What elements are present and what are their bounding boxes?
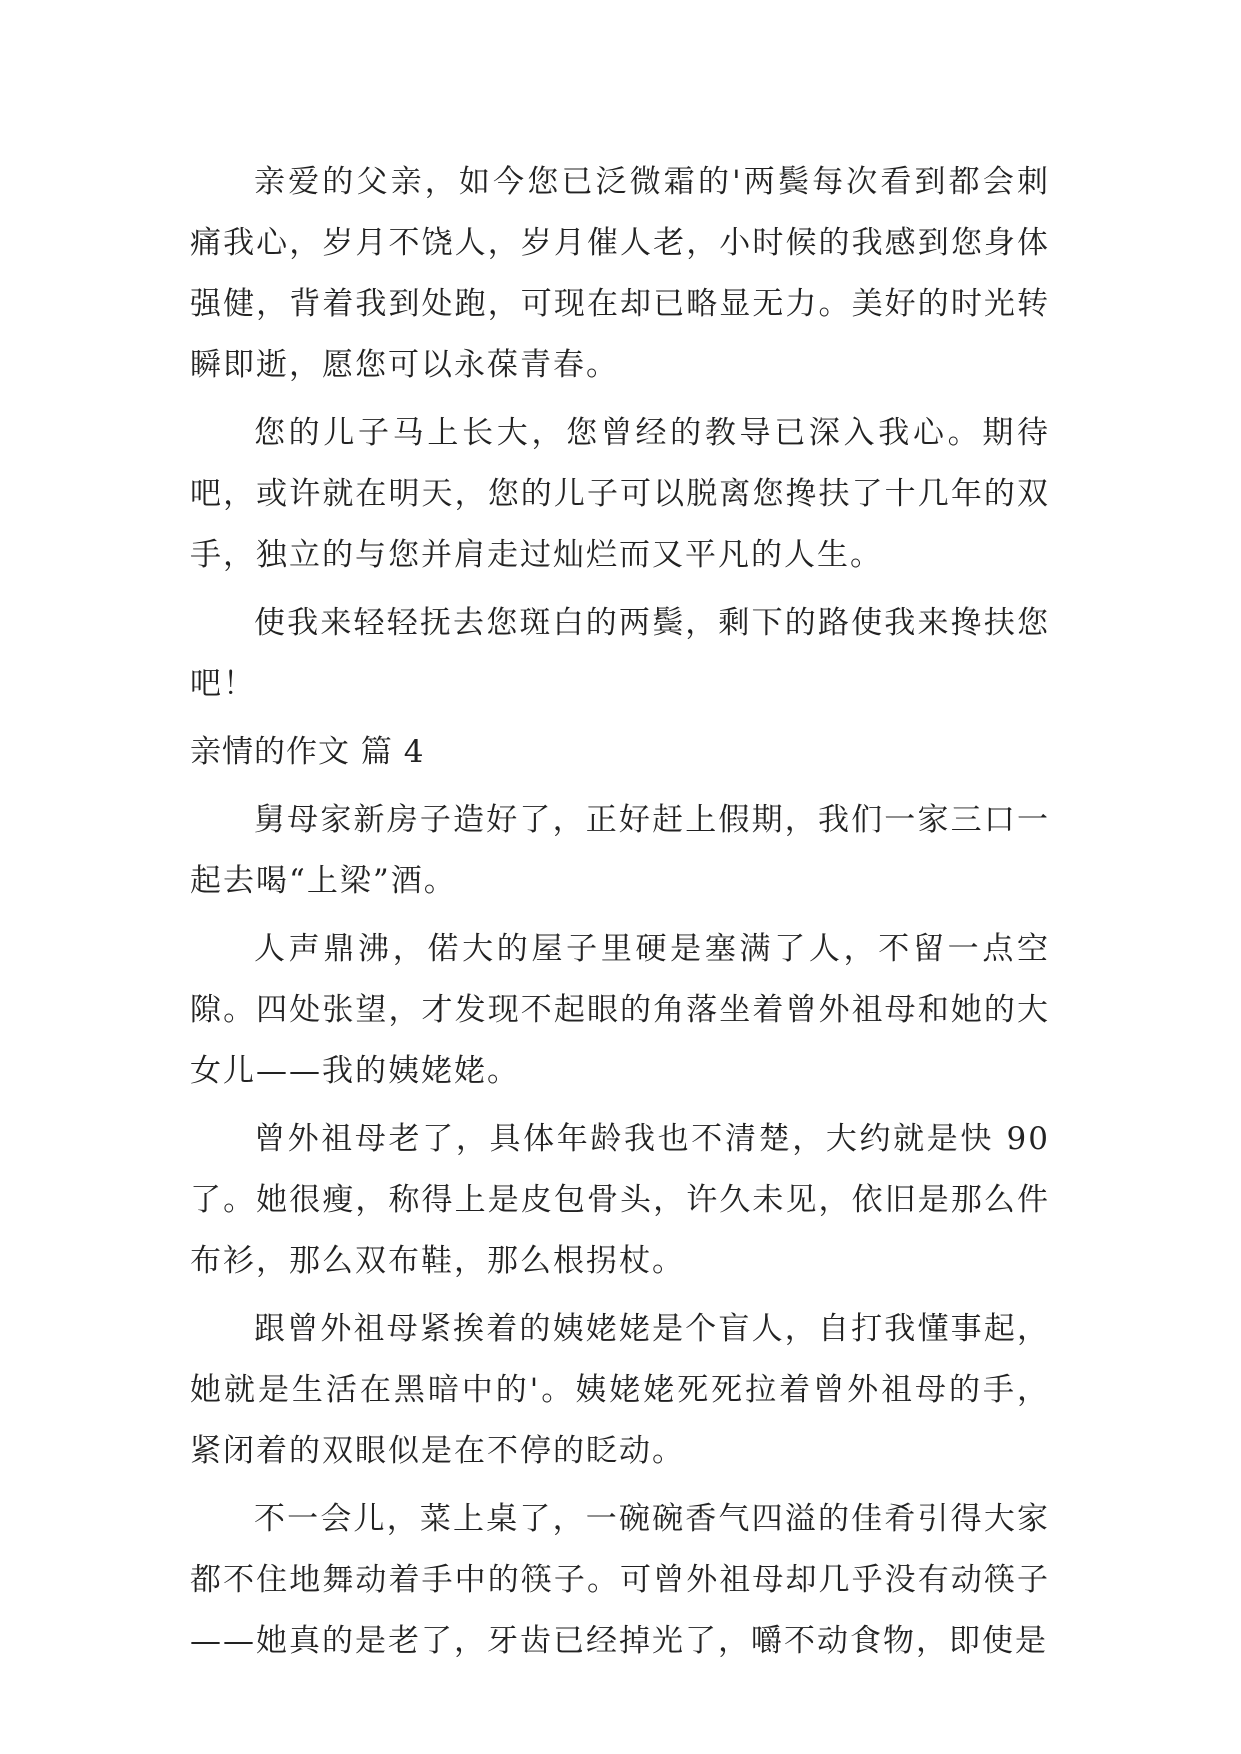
paragraph-support-father: 使我来轻轻抚去您斑白的两鬓，剩下的路使我来搀扶您吧！ bbox=[190, 605, 1050, 702]
paragraph-father-hair: 亲爱的父亲，如今您已泛微霜的'两鬓每次看到都会刺痛我心，岁月不饶人，岁月催人老，小时候的我感到您身体强健，背着我到处跑，可现在却已略显无力。美好的时光转瞬即逝，愿您可以永葆青春。 bbox=[190, 164, 1050, 383]
paragraph-crowded-room: 人声鼎沸，偌大的屋子里硬是塞满了人，不留一点空隙。四处张望，才发现不起眼的角落坐着曾外祖母和她的大女儿——我的姨姥姥。 bbox=[190, 931, 1050, 1089]
paragraph-new-house: 舅母家新房子造好了，正好赶上假期，我们一家三口一起去喝“上梁”酒。 bbox=[190, 802, 1050, 899]
document-body bbox=[190, 152, 1050, 1679]
section-heading: 亲情的作文 篇 4 bbox=[190, 734, 425, 770]
paragraph-son-growing: 您的儿子马上长大，您曾经的教导已深入我心。期待吧，或许就在明天，您的儿子可以脱离您搀扶了十几年的双手，独立的与您并肩走过灿烂而又平凡的人生。 bbox=[190, 415, 1050, 573]
paragraph-great-grandmother: 曾外祖母老了，具体年龄我也不清楚，大约就是快 90 了。她很瘦，称得上是皮包骨头，许久未见，依旧是那么件布衫，那么双布鞋，那么根拐杖。 bbox=[190, 1121, 1050, 1279]
paragraph-blind-aunt: 跟曾外祖母紧挨着的姨姥姥是个盲人，自打我懂事起，她就是生活在黑暗中的'。姨姥姥死死拉着曾外祖母的手，紧闭着的双眼似是在不停的眨动。 bbox=[190, 1311, 1050, 1469]
paragraph-dinner: 不一会儿，菜上桌了，一碗碗香气四溢的佳肴引得大家都不住地舞动着手中的筷子。可曾外祖母却几乎没有动筷子——她真的是老了，牙齿已经掉光了，嚼不动食物，即使是 bbox=[190, 1501, 1050, 1659]
